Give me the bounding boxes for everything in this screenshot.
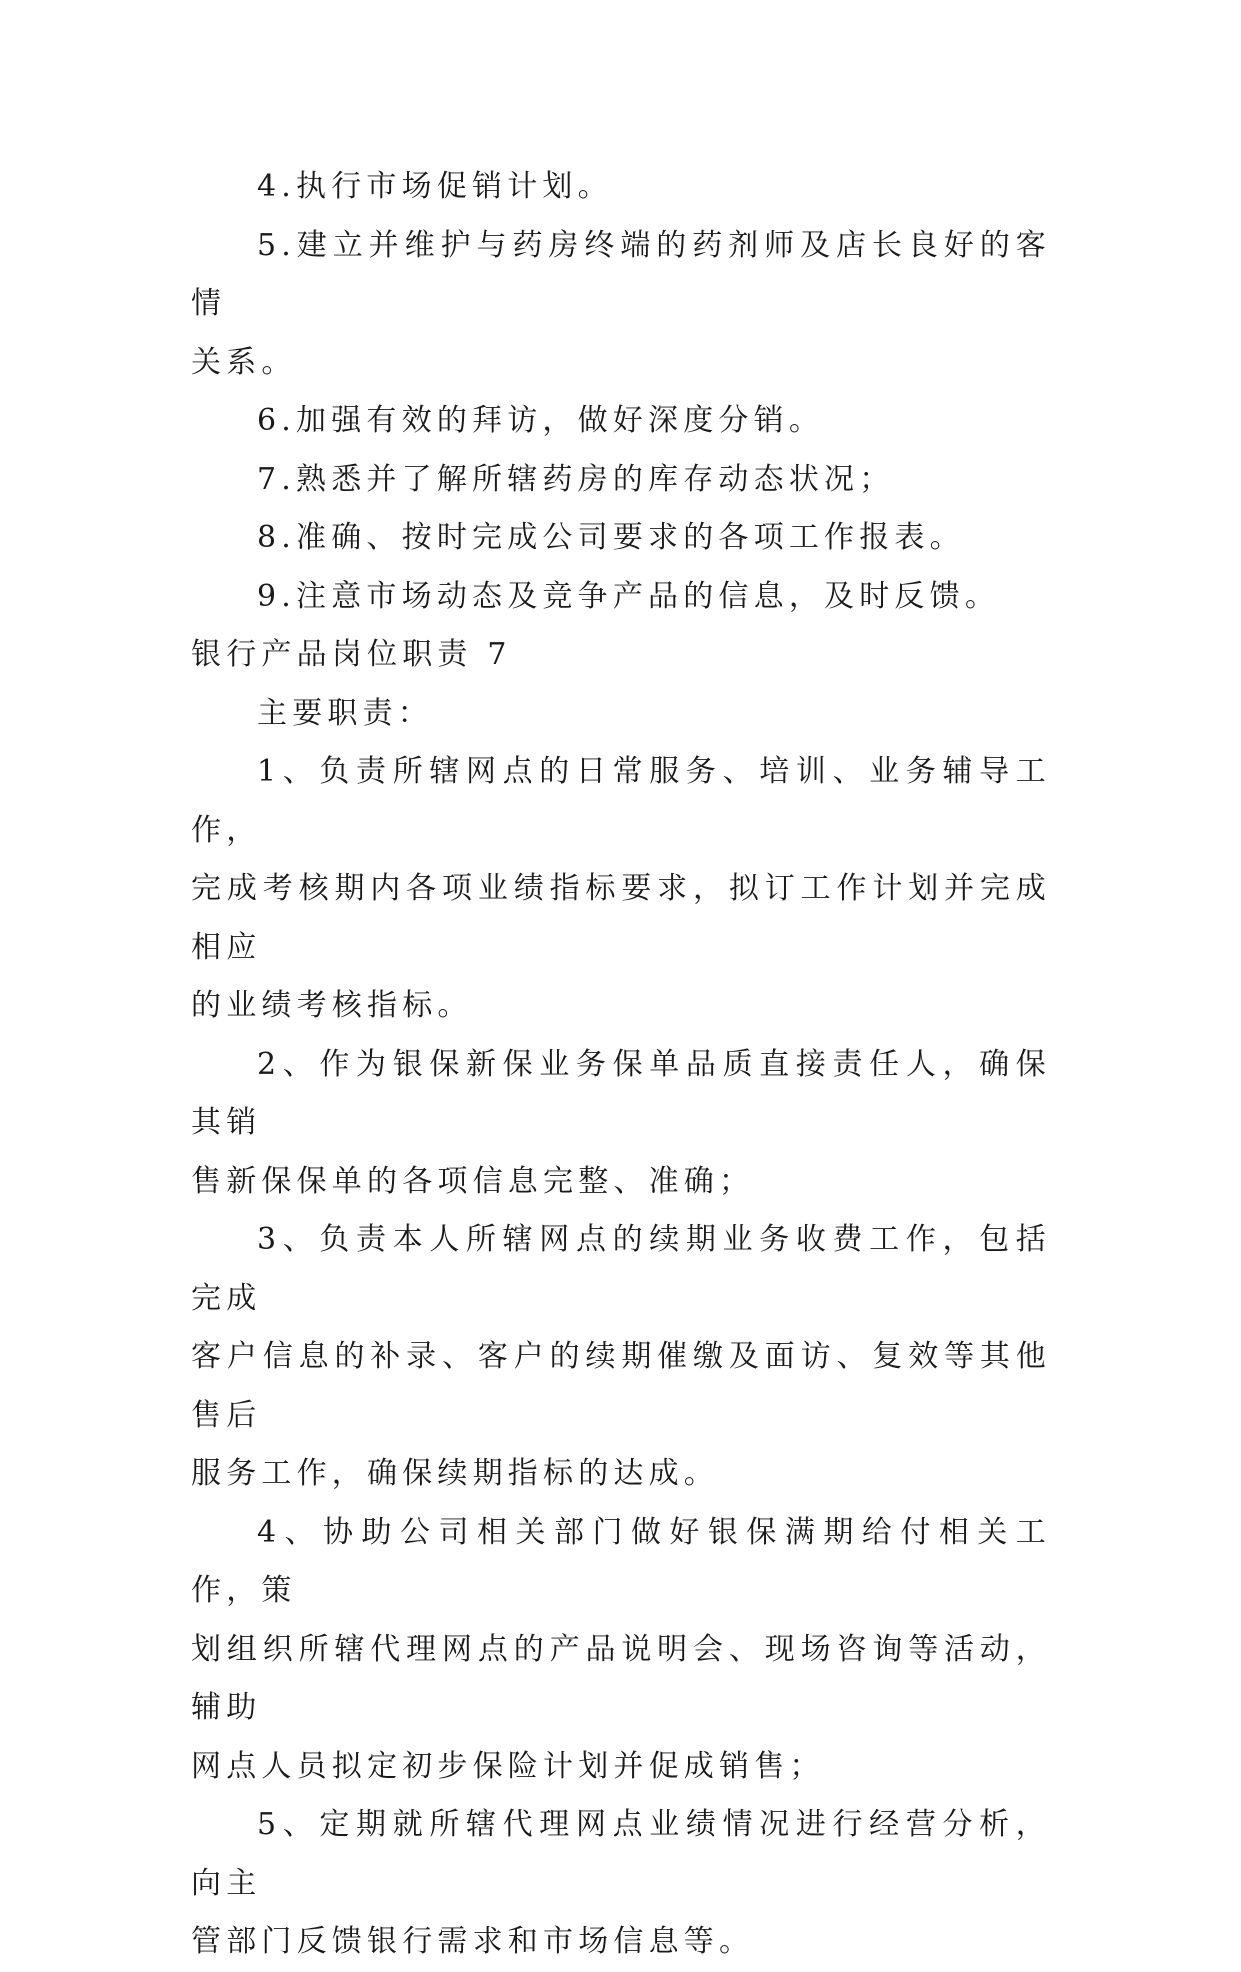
paragraph-item-7 <box>191 451 1051 510</box>
text-line: 服务工作，确保续期指标的达成。 <box>191 1456 719 1491</box>
text-line: 售新保保单的各项信息完整、准确； <box>191 1163 755 1199</box>
text-line: 7.熟悉并了解所辖药房的库存动态状况； <box>257 461 895 497</box>
text-line: 的业绩考核指标。 <box>191 988 473 1023</box>
text-line: 4、协助公司相关部门做好银保满期给付相关工作，策 <box>191 1514 1051 1608</box>
duty-item-3 <box>191 1211 1051 1504</box>
duty-item-4 <box>191 1504 1051 1797</box>
duty-item-5 <box>191 1796 1051 1972</box>
text-line: 主要职责： <box>257 695 433 731</box>
text-line: 管部门反馈银行需求和市场信息等。 <box>191 1924 755 1959</box>
paragraph-item-5 <box>191 217 1051 393</box>
paragraph-item-4 <box>191 158 1051 217</box>
duty-item-1 <box>191 743 1051 1036</box>
text-line: 划组织所辖代理网点的产品说明会、现场咨询等活动，辅助 <box>191 1631 1051 1725</box>
text-line: 8.准确、按时完成公司要求的各项工作报表。 <box>257 520 965 555</box>
paragraph-item-9 <box>191 568 1051 627</box>
main-duties-label <box>191 685 1051 744</box>
text-line: 4.执行市场促销计划。 <box>257 169 613 204</box>
text-line: 6.加强有效的拜访，做好深度分销。 <box>257 403 825 438</box>
paragraph-item-8 <box>191 509 1051 568</box>
section-heading-text: 银行产品岗位职责 7 <box>191 637 512 672</box>
paragraph-item-6 <box>191 392 1051 451</box>
text-line: 5.建立并维护与药房终端的药剂师及店长良好的客情 <box>191 227 1051 321</box>
text-line: 完成考核期内各项业绩指标要求，拟订工作计划并完成相应 <box>191 871 1051 965</box>
text-line: 2、作为银保新保业务保单品质直接责任人，确保其销 <box>191 1046 1051 1140</box>
text-line: 3、负责本人所辖网点的续期业务收费工作，包括完成 <box>191 1222 1051 1316</box>
text-line: 5、定期就所辖代理网点业绩情况进行经营分析，向主 <box>191 1807 1051 1901</box>
text-line: 1、负责所辖网点的日常服务、培训、业务辅导工作， <box>191 754 1051 848</box>
section-heading <box>191 626 1051 685</box>
text-line: 客户信息的补录、客户的续期催缴及面访、复效等其他售后 <box>191 1339 1051 1433</box>
text-line: 网点人员拟定初步保险计划并促成销售； <box>191 1748 825 1784</box>
text-line: 关系。 <box>191 344 297 380</box>
text-line: 9.注意市场动态及竞争产品的信息，及时反馈。 <box>257 578 1001 614</box>
duty-item-2 <box>191 1036 1051 1212</box>
document-body <box>191 158 1051 1972</box>
